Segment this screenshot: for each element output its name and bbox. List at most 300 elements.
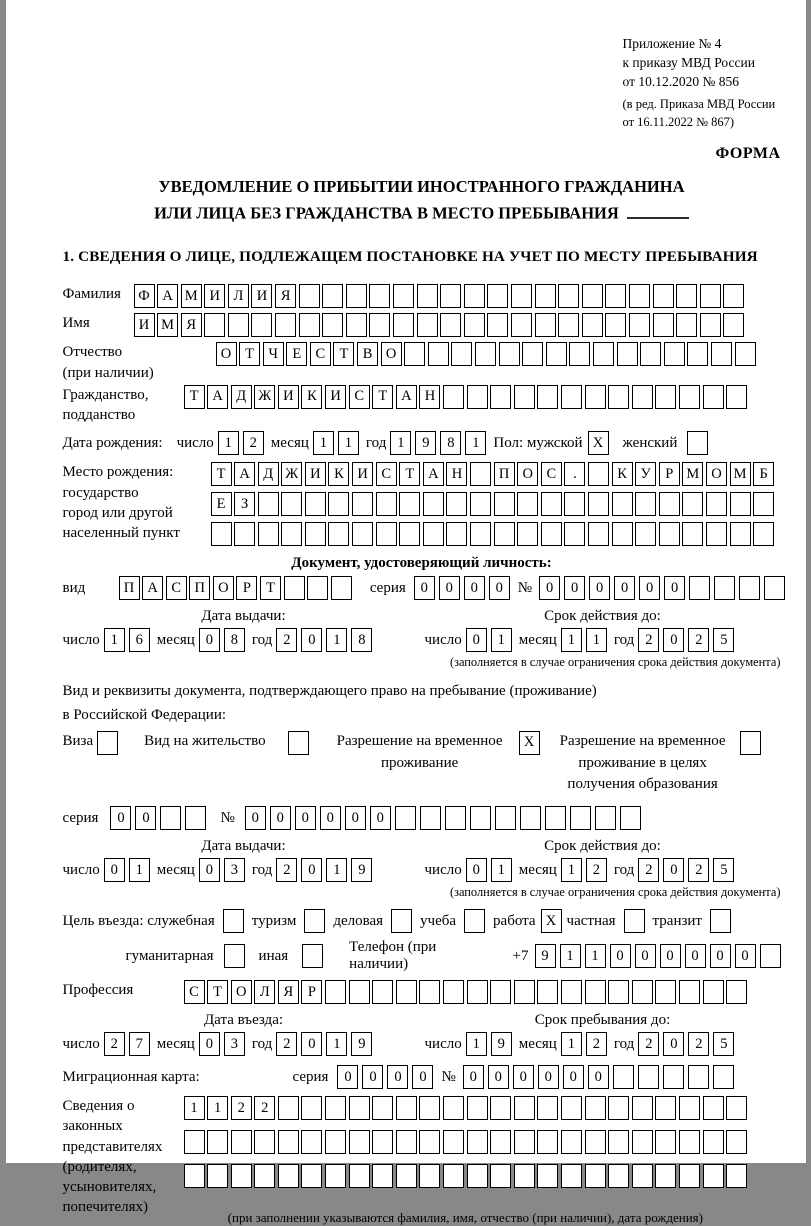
char-cell[interactable]: 0: [270, 806, 291, 830]
char-cell[interactable]: Т: [207, 980, 228, 1004]
char-cell[interactable]: 0: [110, 806, 131, 830]
char-cell[interactable]: 0: [345, 806, 366, 830]
char-cell[interactable]: 0: [320, 806, 341, 830]
char-cell[interactable]: 1: [326, 1032, 347, 1056]
char-cell[interactable]: А: [157, 284, 178, 308]
char-cell[interactable]: [514, 1130, 535, 1154]
char-cell[interactable]: С: [541, 462, 562, 486]
char-cell[interactable]: [629, 313, 650, 337]
char-cell[interactable]: [688, 1065, 709, 1089]
char-cell[interactable]: [419, 1096, 440, 1120]
char-cell[interactable]: 1: [207, 1096, 228, 1120]
char-cell[interactable]: [487, 284, 508, 308]
char-cell[interactable]: 9: [491, 1032, 512, 1056]
char-cell[interactable]: 0: [610, 944, 631, 968]
char-cell[interactable]: [228, 313, 249, 337]
char-cell[interactable]: [254, 1164, 275, 1188]
char-cell[interactable]: [700, 284, 721, 308]
char-cell[interactable]: [570, 806, 591, 830]
char-cell[interactable]: 8: [224, 628, 245, 652]
char-cell[interactable]: 5: [713, 1032, 734, 1056]
char-cell[interactable]: [714, 576, 735, 600]
char-cell[interactable]: Н: [419, 385, 440, 409]
option-study-checkbox[interactable]: [464, 909, 485, 933]
char-cell[interactable]: А: [142, 576, 163, 600]
char-cell[interactable]: [588, 462, 609, 486]
option-business-checkbox[interactable]: [223, 909, 244, 933]
char-cell[interactable]: [487, 313, 508, 337]
char-cell[interactable]: [184, 1164, 205, 1188]
char-cell[interactable]: [184, 1130, 205, 1154]
char-cell[interactable]: Т: [333, 342, 354, 366]
char-cell[interactable]: 0: [412, 1065, 433, 1089]
char-cell[interactable]: О: [213, 576, 234, 600]
char-cell[interactable]: И: [278, 385, 299, 409]
char-cell[interactable]: [629, 284, 650, 308]
char-cell[interactable]: [393, 284, 414, 308]
char-cell[interactable]: [655, 385, 676, 409]
char-cell[interactable]: 0: [663, 858, 684, 882]
char-cell[interactable]: [369, 284, 390, 308]
char-cell[interactable]: [420, 806, 441, 830]
char-cell[interactable]: 8: [440, 431, 461, 455]
char-cell[interactable]: [417, 313, 438, 337]
char-cell[interactable]: [760, 944, 781, 968]
char-cell[interactable]: [446, 522, 467, 546]
char-cell[interactable]: [490, 385, 511, 409]
char-cell[interactable]: [632, 385, 653, 409]
char-cell[interactable]: [328, 492, 349, 516]
char-cell[interactable]: [419, 1130, 440, 1154]
char-cell[interactable]: [558, 284, 579, 308]
char-cell[interactable]: [514, 980, 535, 1004]
char-cell[interactable]: [395, 806, 416, 830]
char-cell[interactable]: [372, 1164, 393, 1188]
char-cell[interactable]: 1: [585, 944, 606, 968]
char-cell[interactable]: Ф: [134, 284, 155, 308]
char-cell[interactable]: [582, 284, 603, 308]
char-cell[interactable]: 0: [735, 944, 756, 968]
char-cell[interactable]: С: [310, 342, 331, 366]
char-cell[interactable]: [561, 1096, 582, 1120]
char-cell[interactable]: [490, 980, 511, 1004]
char-cell[interactable]: И: [251, 284, 272, 308]
char-cell[interactable]: [655, 1164, 676, 1188]
char-cell[interactable]: [632, 1096, 653, 1120]
char-cell[interactable]: [608, 980, 629, 1004]
char-cell[interactable]: [655, 1096, 676, 1120]
char-cell[interactable]: [655, 980, 676, 1004]
char-cell[interactable]: [352, 492, 373, 516]
char-cell[interactable]: 0: [414, 576, 435, 600]
char-cell[interactable]: [679, 1164, 700, 1188]
char-cell[interactable]: [446, 492, 467, 516]
char-cell[interactable]: 2: [638, 1032, 659, 1056]
char-cell[interactable]: [517, 522, 538, 546]
char-cell[interactable]: 0: [539, 576, 560, 600]
char-cell[interactable]: 1: [313, 431, 334, 455]
char-cell[interactable]: [520, 806, 541, 830]
char-cell[interactable]: [251, 313, 272, 337]
char-cell[interactable]: [258, 522, 279, 546]
char-cell[interactable]: З: [234, 492, 255, 516]
char-cell[interactable]: [612, 492, 633, 516]
char-cell[interactable]: 2: [254, 1096, 275, 1120]
char-cell[interactable]: С: [166, 576, 187, 600]
char-cell[interactable]: М: [157, 313, 178, 337]
option-visa-checkbox[interactable]: [97, 731, 118, 755]
char-cell[interactable]: 0: [663, 628, 684, 652]
char-cell[interactable]: [546, 342, 567, 366]
char-cell[interactable]: [464, 284, 485, 308]
char-cell[interactable]: [635, 522, 656, 546]
char-cell[interactable]: [494, 492, 515, 516]
char-cell[interactable]: [490, 1164, 511, 1188]
char-cell[interactable]: [703, 1164, 724, 1188]
char-cell[interactable]: [535, 313, 556, 337]
char-cell[interactable]: Я: [181, 313, 202, 337]
char-cell[interactable]: [608, 1164, 629, 1188]
char-cell[interactable]: 0: [301, 628, 322, 652]
char-cell[interactable]: [535, 284, 556, 308]
char-cell[interactable]: [730, 492, 751, 516]
char-cell[interactable]: Л: [254, 980, 275, 1004]
char-cell[interactable]: [585, 1130, 606, 1154]
char-cell[interactable]: [417, 284, 438, 308]
option-work-checkbox[interactable]: X: [541, 909, 562, 933]
char-cell[interactable]: 5: [713, 858, 734, 882]
char-cell[interactable]: [558, 313, 579, 337]
char-cell[interactable]: [346, 284, 367, 308]
char-cell[interactable]: [331, 576, 352, 600]
char-cell[interactable]: [726, 1164, 747, 1188]
char-cell[interactable]: [588, 492, 609, 516]
char-cell[interactable]: [325, 980, 346, 1004]
char-cell[interactable]: М: [181, 284, 202, 308]
char-cell[interactable]: 1: [338, 431, 359, 455]
char-cell[interactable]: [372, 1096, 393, 1120]
char-cell[interactable]: [514, 385, 535, 409]
char-cell[interactable]: [423, 492, 444, 516]
char-cell[interactable]: [440, 284, 461, 308]
char-cell[interactable]: [537, 385, 558, 409]
char-cell[interactable]: [659, 492, 680, 516]
char-cell[interactable]: [703, 385, 724, 409]
char-cell[interactable]: 0: [660, 944, 681, 968]
char-cell[interactable]: [564, 492, 585, 516]
char-cell[interactable]: [419, 1164, 440, 1188]
char-cell[interactable]: 1: [465, 431, 486, 455]
char-cell[interactable]: [278, 1096, 299, 1120]
char-cell[interactable]: 1: [390, 431, 411, 455]
char-cell[interactable]: [325, 1164, 346, 1188]
char-cell[interactable]: 1: [326, 858, 347, 882]
char-cell[interactable]: [346, 313, 367, 337]
char-cell[interactable]: [490, 1130, 511, 1154]
char-cell[interactable]: [723, 284, 744, 308]
char-cell[interactable]: 2: [688, 628, 709, 652]
char-cell[interactable]: И: [305, 462, 326, 486]
char-cell[interactable]: О: [706, 462, 727, 486]
char-cell[interactable]: [299, 284, 320, 308]
char-cell[interactable]: 6: [129, 628, 150, 652]
char-cell[interactable]: [632, 980, 653, 1004]
char-cell[interactable]: [608, 385, 629, 409]
char-cell[interactable]: [588, 522, 609, 546]
char-cell[interactable]: 9: [351, 858, 372, 882]
char-cell[interactable]: 0: [295, 806, 316, 830]
char-cell[interactable]: [301, 1164, 322, 1188]
char-cell[interactable]: [706, 492, 727, 516]
char-cell[interactable]: [372, 1130, 393, 1154]
char-cell[interactable]: [349, 1130, 370, 1154]
char-cell[interactable]: 0: [513, 1065, 534, 1089]
char-cell[interactable]: 0: [104, 858, 125, 882]
char-cell[interactable]: [281, 492, 302, 516]
char-cell[interactable]: 1: [491, 628, 512, 652]
char-cell[interactable]: 1: [560, 944, 581, 968]
char-cell[interactable]: [281, 522, 302, 546]
char-cell[interactable]: 1: [218, 431, 239, 455]
option-humanitarian-checkbox[interactable]: [224, 944, 245, 968]
char-cell[interactable]: М: [730, 462, 751, 486]
char-cell[interactable]: [305, 522, 326, 546]
char-cell[interactable]: 0: [639, 576, 660, 600]
char-cell[interactable]: [653, 284, 674, 308]
char-cell[interactable]: [679, 385, 700, 409]
char-cell[interactable]: У: [635, 462, 656, 486]
char-cell[interactable]: [234, 522, 255, 546]
char-cell[interactable]: [322, 284, 343, 308]
char-cell[interactable]: [284, 576, 305, 600]
char-cell[interactable]: [753, 522, 774, 546]
char-cell[interactable]: [679, 1130, 700, 1154]
char-cell[interactable]: [349, 1164, 370, 1188]
char-cell[interactable]: 2: [276, 858, 297, 882]
char-cell[interactable]: [301, 1130, 322, 1154]
char-cell[interactable]: [490, 1096, 511, 1120]
char-cell[interactable]: [537, 1096, 558, 1120]
char-cell[interactable]: [185, 806, 206, 830]
char-cell[interactable]: Д: [231, 385, 252, 409]
char-cell[interactable]: [499, 342, 520, 366]
char-cell[interactable]: Ч: [263, 342, 284, 366]
char-cell[interactable]: [231, 1130, 252, 1154]
char-cell[interactable]: 0: [663, 1032, 684, 1056]
char-cell[interactable]: Р: [236, 576, 257, 600]
char-cell[interactable]: [585, 1164, 606, 1188]
char-cell[interactable]: 1: [104, 628, 125, 652]
char-cell[interactable]: [676, 313, 697, 337]
char-cell[interactable]: [585, 385, 606, 409]
char-cell[interactable]: [443, 1096, 464, 1120]
char-cell[interactable]: [254, 1130, 275, 1154]
char-cell[interactable]: [522, 342, 543, 366]
char-cell[interactable]: [659, 522, 680, 546]
char-cell[interactable]: [569, 342, 590, 366]
char-cell[interactable]: Т: [399, 462, 420, 486]
char-cell[interactable]: [419, 980, 440, 1004]
char-cell[interactable]: 1: [184, 1096, 205, 1120]
char-cell[interactable]: [545, 806, 566, 830]
char-cell[interactable]: О: [517, 462, 538, 486]
char-cell[interactable]: [635, 492, 656, 516]
char-cell[interactable]: [325, 1096, 346, 1120]
char-cell[interactable]: П: [189, 576, 210, 600]
char-cell[interactable]: 0: [439, 576, 460, 600]
option-temp-residence-checkbox[interactable]: X: [519, 731, 540, 755]
char-cell[interactable]: [443, 1130, 464, 1154]
char-cell[interactable]: Д: [258, 462, 279, 486]
char-cell[interactable]: 0: [370, 806, 391, 830]
char-cell[interactable]: [514, 1096, 535, 1120]
char-cell[interactable]: [349, 980, 370, 1004]
char-cell[interactable]: С: [184, 980, 205, 1004]
char-cell[interactable]: 2: [586, 1032, 607, 1056]
char-cell[interactable]: [495, 806, 516, 830]
char-cell[interactable]: 0: [589, 576, 610, 600]
char-cell[interactable]: 0: [466, 628, 487, 652]
char-cell[interactable]: 0: [301, 1032, 322, 1056]
char-cell[interactable]: 1: [561, 1032, 582, 1056]
char-cell[interactable]: 0: [563, 1065, 584, 1089]
char-cell[interactable]: [541, 522, 562, 546]
char-cell[interactable]: [423, 522, 444, 546]
char-cell[interactable]: [537, 1164, 558, 1188]
char-cell[interactable]: [470, 806, 491, 830]
char-cell[interactable]: 0: [614, 576, 635, 600]
char-cell[interactable]: [231, 1164, 252, 1188]
char-cell[interactable]: 7: [129, 1032, 150, 1056]
char-cell[interactable]: И: [352, 462, 373, 486]
char-cell[interactable]: [537, 1130, 558, 1154]
char-cell[interactable]: 0: [588, 1065, 609, 1089]
char-cell[interactable]: О: [216, 342, 237, 366]
char-cell[interactable]: 0: [466, 858, 487, 882]
char-cell[interactable]: [608, 1096, 629, 1120]
char-cell[interactable]: [305, 492, 326, 516]
option-residence-permit-checkbox[interactable]: [288, 731, 309, 755]
char-cell[interactable]: [730, 522, 751, 546]
char-cell[interactable]: [700, 313, 721, 337]
char-cell[interactable]: 2: [688, 858, 709, 882]
char-cell[interactable]: [726, 980, 747, 1004]
char-cell[interactable]: 8: [351, 628, 372, 652]
char-cell[interactable]: 0: [564, 576, 585, 600]
char-cell[interactable]: [608, 1130, 629, 1154]
char-cell[interactable]: 2: [231, 1096, 252, 1120]
char-cell[interactable]: [595, 806, 616, 830]
char-cell[interactable]: [655, 1130, 676, 1154]
char-cell[interactable]: [445, 806, 466, 830]
char-cell[interactable]: [682, 522, 703, 546]
char-cell[interactable]: 9: [415, 431, 436, 455]
char-cell[interactable]: [764, 576, 785, 600]
char-cell[interactable]: [511, 284, 532, 308]
char-cell[interactable]: И: [134, 313, 155, 337]
char-cell[interactable]: [376, 522, 397, 546]
option-tourism-checkbox[interactable]: [304, 909, 325, 933]
char-cell[interactable]: [207, 1164, 228, 1188]
char-cell[interactable]: [278, 1130, 299, 1154]
char-cell[interactable]: [653, 313, 674, 337]
char-cell[interactable]: [585, 980, 606, 1004]
char-cell[interactable]: 2: [688, 1032, 709, 1056]
char-cell[interactable]: [211, 522, 232, 546]
char-cell[interactable]: [443, 385, 464, 409]
char-cell[interactable]: [470, 492, 491, 516]
char-cell[interactable]: Ж: [281, 462, 302, 486]
char-cell[interactable]: 0: [135, 806, 156, 830]
char-cell[interactable]: [443, 1164, 464, 1188]
char-cell[interactable]: [467, 1096, 488, 1120]
char-cell[interactable]: С: [349, 385, 370, 409]
char-cell[interactable]: 0: [337, 1065, 358, 1089]
char-cell[interactable]: [349, 1096, 370, 1120]
char-cell[interactable]: [582, 313, 603, 337]
char-cell[interactable]: С: [376, 462, 397, 486]
char-cell[interactable]: 0: [199, 858, 220, 882]
char-cell[interactable]: [278, 1164, 299, 1188]
char-cell[interactable]: [443, 980, 464, 1004]
char-cell[interactable]: [561, 1164, 582, 1188]
char-cell[interactable]: [428, 342, 449, 366]
char-cell[interactable]: А: [234, 462, 255, 486]
char-cell[interactable]: [517, 492, 538, 516]
char-cell[interactable]: [638, 1065, 659, 1089]
char-cell[interactable]: [369, 313, 390, 337]
char-cell[interactable]: 0: [710, 944, 731, 968]
option-transit-checkbox[interactable]: [710, 909, 731, 933]
char-cell[interactable]: [585, 1096, 606, 1120]
char-cell[interactable]: 3: [224, 1032, 245, 1056]
char-cell[interactable]: 1: [129, 858, 150, 882]
char-cell[interactable]: [711, 342, 732, 366]
char-cell[interactable]: 0: [301, 858, 322, 882]
char-cell[interactable]: [703, 1096, 724, 1120]
char-cell[interactable]: [679, 980, 700, 1004]
char-cell[interactable]: [399, 522, 420, 546]
char-cell[interactable]: [307, 576, 328, 600]
char-cell[interactable]: [537, 980, 558, 1004]
char-cell[interactable]: [713, 1065, 734, 1089]
char-cell[interactable]: 0: [245, 806, 266, 830]
char-cell[interactable]: И: [325, 385, 346, 409]
char-cell[interactable]: П: [119, 576, 140, 600]
char-cell[interactable]: 3: [224, 858, 245, 882]
char-cell[interactable]: [726, 1096, 747, 1120]
char-cell[interactable]: 2: [586, 858, 607, 882]
char-cell[interactable]: 0: [664, 576, 685, 600]
char-cell[interactable]: [494, 522, 515, 546]
char-cell[interactable]: К: [328, 462, 349, 486]
char-cell[interactable]: Ж: [254, 385, 275, 409]
char-cell[interactable]: [372, 980, 393, 1004]
char-cell[interactable]: 0: [362, 1065, 383, 1089]
char-cell[interactable]: [467, 1164, 488, 1188]
char-cell[interactable]: О: [381, 342, 402, 366]
char-cell[interactable]: [703, 1130, 724, 1154]
char-cell[interactable]: [663, 1065, 684, 1089]
char-cell[interactable]: [739, 576, 760, 600]
char-cell[interactable]: [467, 980, 488, 1004]
char-cell[interactable]: [612, 522, 633, 546]
char-cell[interactable]: [605, 313, 626, 337]
option-private-checkbox[interactable]: [624, 909, 645, 933]
char-cell[interactable]: [325, 1130, 346, 1154]
char-cell[interactable]: И: [204, 284, 225, 308]
char-cell[interactable]: [632, 1164, 653, 1188]
